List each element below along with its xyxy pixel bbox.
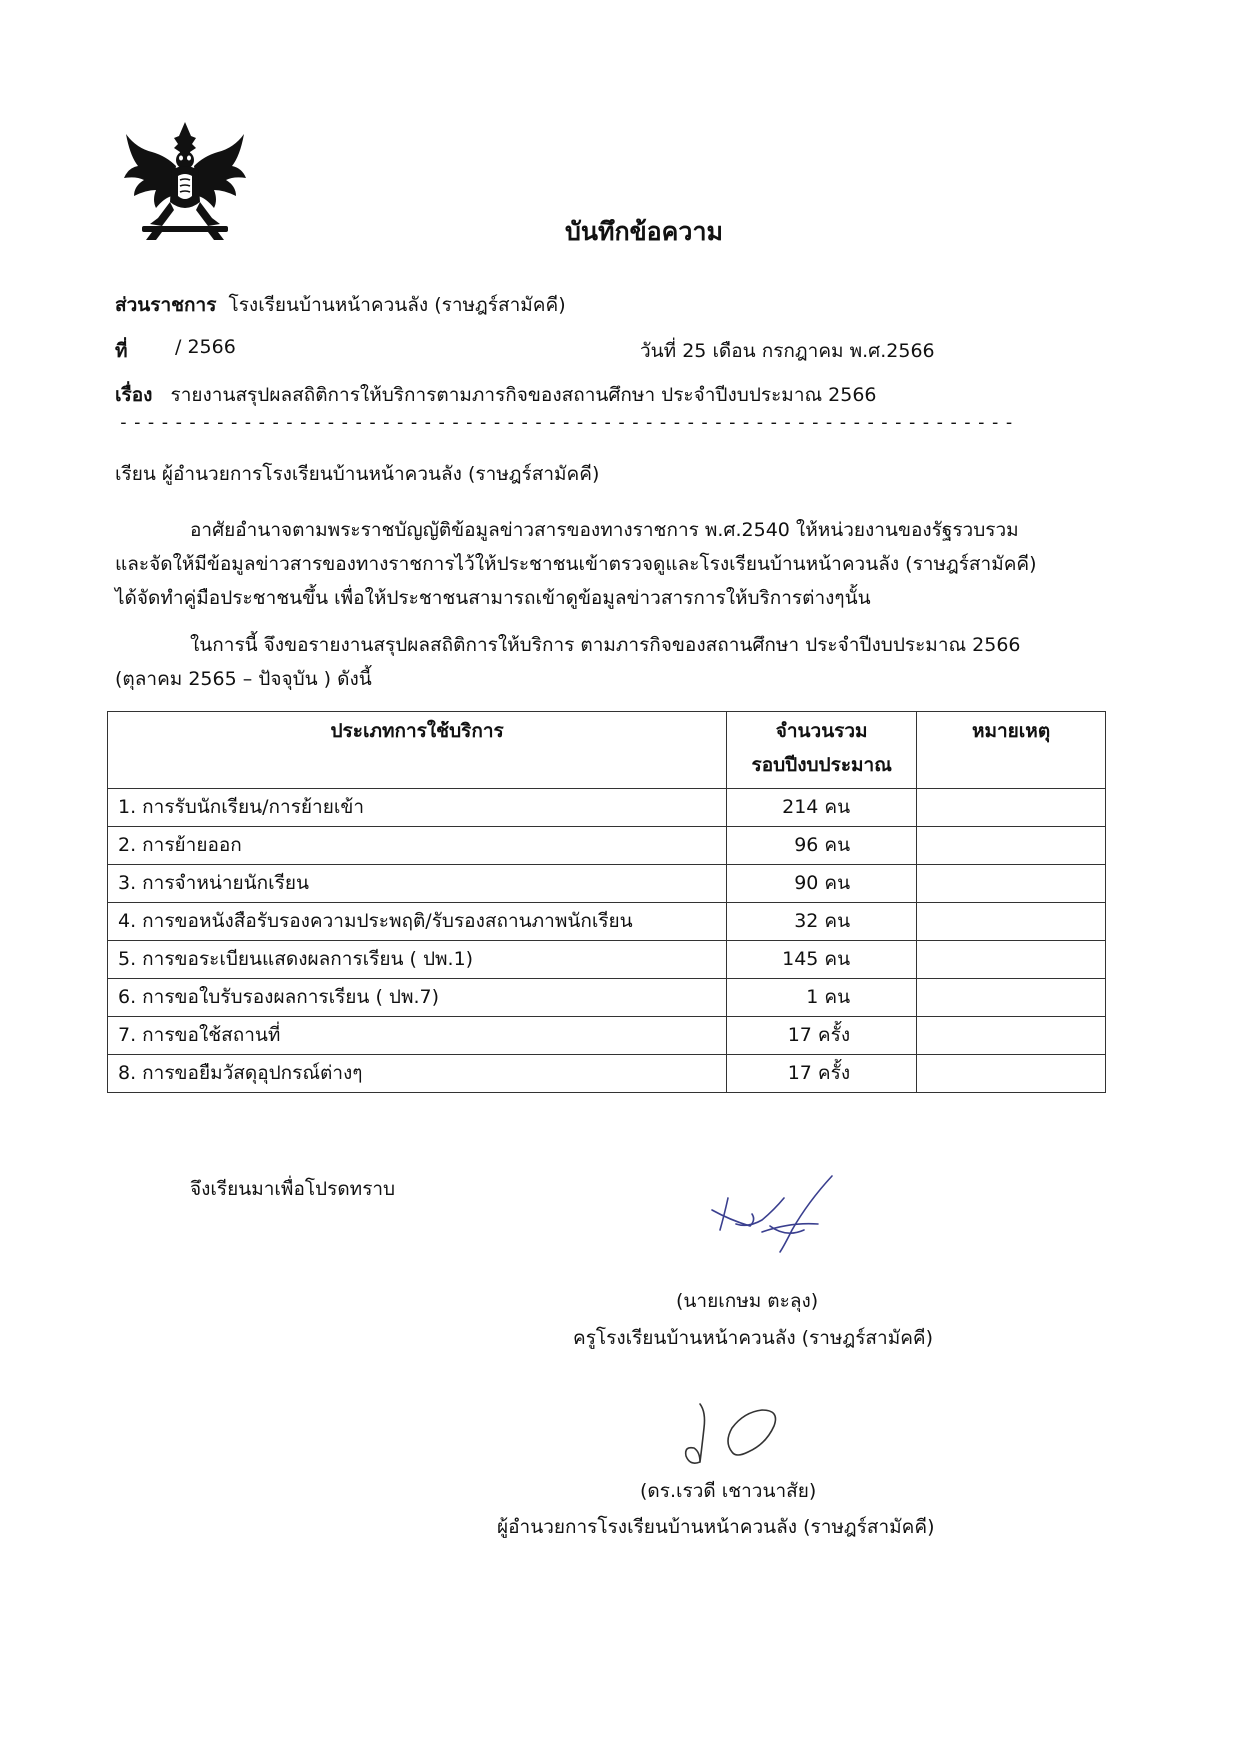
col-header-type: ประเภทการใช้บริการ xyxy=(108,712,727,789)
service-type-cell: 2. การย้ายออก xyxy=(108,827,727,865)
service-count-cell: 96 คน xyxy=(727,827,917,865)
service-count-cell: 32 คน xyxy=(727,903,917,941)
service-note-cell xyxy=(917,979,1106,1017)
service-note-cell xyxy=(917,941,1106,979)
subject-label: เรื่อง xyxy=(115,384,153,406)
service-note-cell xyxy=(917,865,1106,903)
para2-line2: (ตุลาคม 2565 – ปัจจุบัน ) ดังนี้ xyxy=(115,668,372,690)
service-count-cell: 145 คน xyxy=(727,941,917,979)
service-count-cell: 17 ครั้ง xyxy=(727,1055,917,1093)
table-row xyxy=(108,1055,1106,1093)
closing-text: จึงเรียนมาเพื่อโปรดทราบ xyxy=(190,1178,396,1200)
agency-value: โรงเรียนบ้านหน้าควนลัง (ราษฎร์สามัคคี) xyxy=(228,294,566,316)
service-count-cell: 17 ครั้ง xyxy=(727,1017,917,1055)
document-title: บันทึกข้อความ xyxy=(565,217,723,246)
col-header-total-line1: จำนวนรวม xyxy=(775,720,868,742)
service-count-cell: 214 คน xyxy=(727,789,917,827)
service-type-cell: 1. การรับนักเรียน/การย้ายเข้า xyxy=(108,789,727,827)
service-stats-table xyxy=(107,711,1106,1093)
service-note-cell xyxy=(917,789,1106,827)
service-note-cell xyxy=(917,1017,1106,1055)
service-note-cell xyxy=(917,1055,1106,1093)
table-row xyxy=(108,979,1106,1017)
subject-value: รายงานสรุปผลสถิติการให้บริการตามภารกิจของสถานศึกษา ประจำปีงบประมาณ 2566 xyxy=(170,384,877,406)
table-row xyxy=(108,827,1106,865)
service-count-cell: 90 คน xyxy=(727,865,917,903)
signer1-position: ครูโรงเรียนบ้านหน้าควนลัง (ราษฎร์สามัคคี) xyxy=(573,1327,934,1349)
date-text: วันที่ 25 เดือน กรกฎาคม พ.ศ.2566 xyxy=(640,340,935,362)
para2-line1: ในการนี้ จึงขอรายงานสรุปผลสถิติการให้บริการ ตามภารกิจของสถานศึกษา ประจำปีงบประมาณ 2566 xyxy=(190,634,1021,656)
table-row xyxy=(108,1017,1106,1055)
table-row xyxy=(108,865,1106,903)
signature-1-image xyxy=(700,1168,850,1268)
ref-label: ที่ xyxy=(115,340,128,362)
salutation: เรียน ผู้อำนวยการโรงเรียนบ้านหน้าควนลัง (ราษฎร์สามัคคี) xyxy=(115,463,600,485)
signer1-name: (นายเกษม ตะลุง) xyxy=(676,1290,819,1312)
table-row xyxy=(108,903,1106,941)
separator-line: ----------------------------------------------------------------- xyxy=(118,412,1018,433)
ref-value: / 2566 xyxy=(175,336,236,358)
service-note-cell xyxy=(917,903,1106,941)
para1-line2: และจัดให้มีข้อมูลข่าวสารของทางราชการไว้ให้ประชาชนเข้าตรวจดูและโรงเรียนบ้านหน้าควนลัง (ราษฎร์สามัคคี) xyxy=(115,553,1037,575)
col-header-total-line2: รอบปีงบประมาณ xyxy=(751,754,892,776)
table-row xyxy=(108,941,1106,979)
signature-2-image xyxy=(670,1396,790,1476)
col-header-note: หมายเหตุ xyxy=(917,712,1106,789)
service-type-cell: 4. การขอหนังสือรับรองความประพฤติ/รับรองสถานภาพนักเรียน xyxy=(108,903,727,941)
service-type-cell: 3. การจำหน่ายนักเรียน xyxy=(108,865,727,903)
garuda-emblem-icon xyxy=(122,118,248,244)
agency-line xyxy=(115,290,566,320)
col-header-total xyxy=(727,712,917,789)
agency-label: ส่วนราชการ xyxy=(115,294,217,316)
service-type-cell: 8. การขอยืมวัสดุอุปกรณ์ต่างๆ xyxy=(108,1055,727,1093)
para1-line1: อาศัยอำนาจตามพระราชบัญญัติข้อมูลข่าวสารของทางราชการ พ.ศ.2540 ให้หน่วยงานของรัฐรวบรวม xyxy=(190,519,1019,541)
service-type-cell: 5. การขอระเบียนแสดงผลการเรียน ( ปพ.1) xyxy=(108,941,727,979)
service-note-cell xyxy=(917,827,1106,865)
signer2-name: (ดร.เรวดี เชาวนาสัย) xyxy=(640,1480,817,1502)
signer2-position: ผู้อำนวยการโรงเรียนบ้านหน้าควนลัง (ราษฎร์สามัคคี) xyxy=(497,1516,935,1538)
para1-line3: ได้จัดทำคู่มือประชาชนขึ้น เพื่อให้ประชาชนสามารถเข้าดูข้อมูลข่าวสารการให้บริการต่างๆนั้น xyxy=(115,587,871,609)
table-header-row xyxy=(108,712,1106,789)
subject-line xyxy=(115,380,877,410)
service-count-cell: 1 คน xyxy=(727,979,917,1017)
table-row xyxy=(108,789,1106,827)
service-type-cell: 6. การขอใบรับรองผลการเรียน ( ปพ.7) xyxy=(108,979,727,1017)
service-type-cell: 7. การขอใช้สถานที่ xyxy=(108,1017,727,1055)
